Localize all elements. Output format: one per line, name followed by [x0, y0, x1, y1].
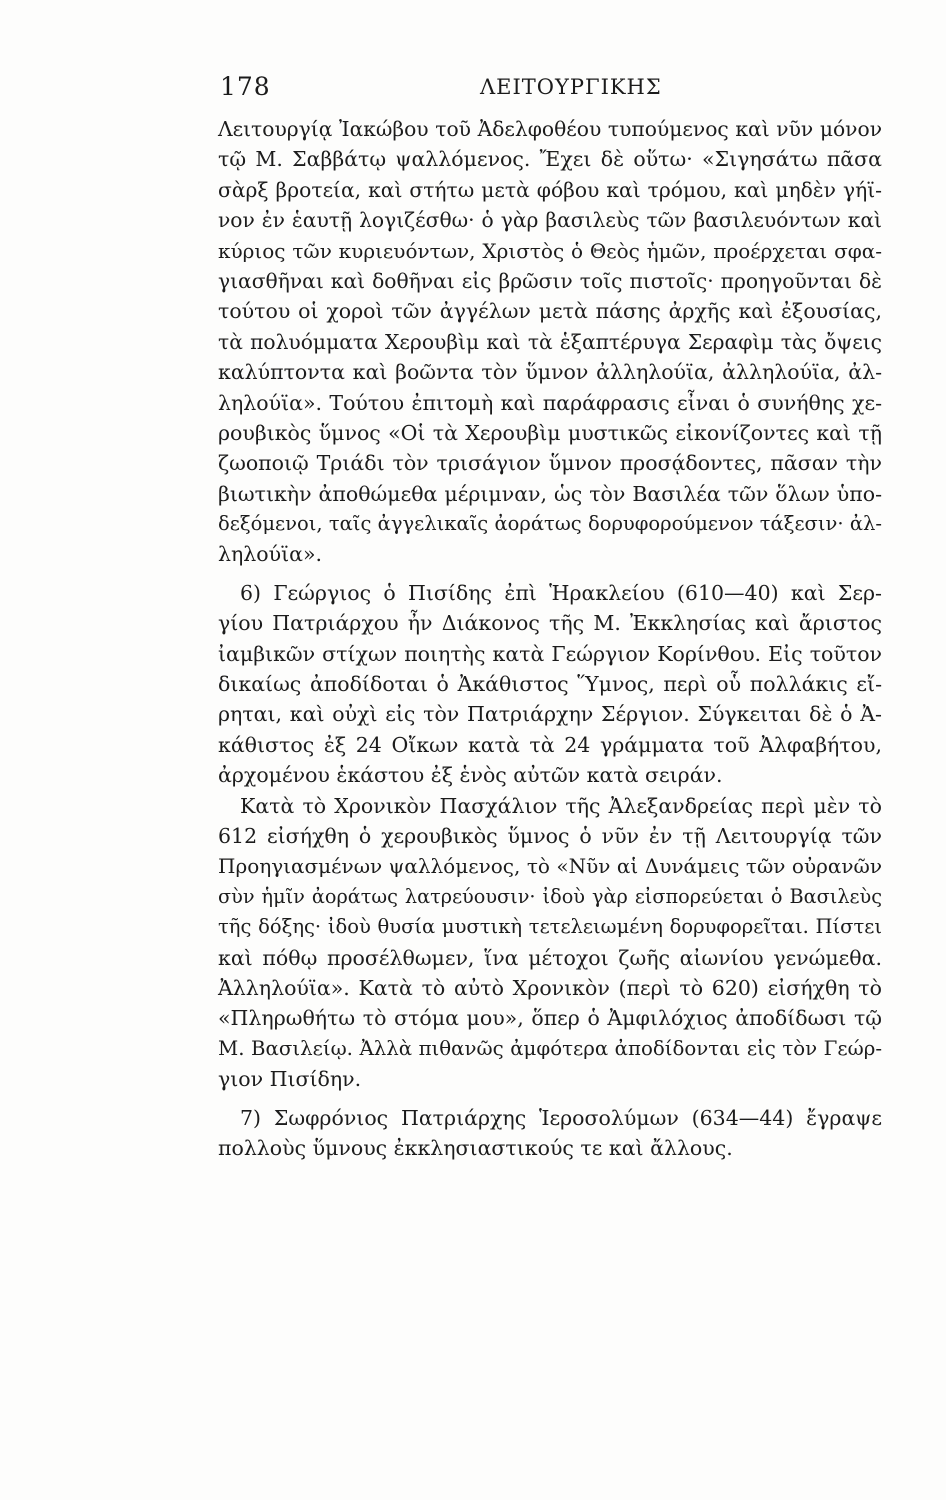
text-line: ρηται, καὶ οὐχὶ εἰς τὸν Πατριάρχην Σέργιον. Σύγκειται δὲ ὁ Ἀ-: [218, 702, 882, 727]
text-line: καλύπτοντα καὶ βοῶντα τὸν ὕμνον ἀλληλούϊα, ἀλληλούϊα, ἀλ-: [218, 360, 882, 385]
text-line: πολλοὺς ὕμνους ἐκκλησιαστικούς τε καὶ ἄλλους.: [218, 1135, 733, 1160]
body-text: [218, 114, 882, 1163]
text-line: δικαίως ἀποδίδοται ὁ Ἀκάθιστος Ὕμνος, περὶ οὗ πολλάκις εἴ-: [218, 672, 882, 697]
text-line: 612 εἰσήχθη ὁ χερουβικὸς ὕμνος ὁ νῦν ἐν τῇ Λειτουργίᾳ τῶν: [218, 823, 882, 848]
text-line: νον ἐν ἑαυτῇ λογιζέσθω· ὁ γὰρ βασιλεὺς τῶν βασιλευόντων καὶ: [218, 208, 882, 233]
paragraph: [218, 578, 882, 791]
text-line: ρουβικὸς ὕμνος «Οἱ τὰ Χερουβὶμ μυστικῶς εἰκονίζοντες καὶ τῇ: [218, 420, 882, 445]
text-line: κύριος τῶν κυριευόντων, Χριστὸς ὁ Θεὸς ἡμῶν, προέρχεται σφα-: [218, 238, 882, 263]
text-line: ζωοποιῷ Τριάδι τὸν τρισάγιον ὕμνον προσᾴδοντες, πᾶσαν τὴν: [218, 451, 882, 476]
text-line: κάθιστος ἐξ 24 Οἴκων κατὰ τὰ 24 γράμματα τοῦ Ἀλφαβήτου,: [218, 732, 882, 757]
text-line: γιασθῆναι καὶ δοθῆναι εἰς βρῶσιν τοῖς πιστοῖς· προηγοῦνται δὲ: [218, 268, 882, 293]
paragraph: [218, 1103, 882, 1164]
paragraph-gap: [218, 570, 882, 578]
text-line: τῷ Μ. Σαββάτῳ ψαλλόμενος. Ἔχει δὲ οὕτω· «Σιγησάτω πᾶσα: [218, 147, 882, 172]
text-line: δεξόμενοι, ταῖς ἀγγελικαῖς ἀοράτως δορυφορούμενον τάξεσιν· ἀλ-: [218, 512, 882, 536]
text-line: γίου Πατριάρχου ἦν Διάκονος τῆς Μ. Ἐκκλησίας καὶ ἄριστος: [218, 611, 882, 636]
text-line: 6) Γεώργιος ὁ Πισίδης ἐπὶ Ἡρακλείου (610—40) καὶ Σερ-: [240, 580, 882, 605]
text-line: ἀρχομένου ἑκάστου ἐξ ἑνὸς αὐτῶν κατὰ σειράν.: [218, 763, 723, 788]
text-line: Ἀλληλούϊα». Κατὰ τὸ αὐτὸ Χρονικὸν (περὶ τὸ 620) εἰσήχθη τὸ: [218, 975, 882, 1000]
text-line: σὰρξ βροτεία, καὶ στήτω μετὰ φόβου καὶ τρόμου, καὶ μηδὲν γήϊ-: [218, 177, 882, 202]
text-line: Προηγιασμένων ψαλλόμενος, τὸ «Νῦν αἱ Δυνάμεις τῶν οὐρανῶν: [218, 854, 882, 879]
text-line: ληλούϊα». Τούτου ἐπιτομὴ καὶ παράφρασις εἶναι ὁ συνήθης χε-: [218, 390, 882, 415]
page-header: [218, 72, 878, 108]
paragraph: [218, 114, 882, 570]
paragraph: [218, 791, 882, 1095]
text-line: τῆς δόξης· ἰδοὺ θυσία μυστικὴ τετελειωμένη δορυφορεῖται. Πίστει: [218, 915, 882, 939]
text-line: γιον Πισίδην.: [218, 1067, 362, 1092]
text-line: ληλούϊα».: [218, 542, 323, 567]
text-line: Κατὰ τὸ Χρονικὸν Πασχάλιον τῆς Ἀλεξανδρείας περὶ μὲν τὸ: [240, 793, 882, 818]
page-number: 178: [220, 72, 271, 101]
text-line: Λειτουργίᾳ Ἰακώβου τοῦ Ἀδελφοθέου τυπούμενος καὶ νῦν μόνον: [218, 117, 882, 141]
text-line: «Πληρωθήτω τὸ στόμα μου», ὅπερ ὁ Ἀμφιλόχιος ἀποδίδωσι τῷ: [218, 1006, 882, 1031]
text-line: καὶ πόθῳ προσέλθωμεν, ἵνα μέτοχοι ζωῆς αἰωνίου γενώμεθα.: [218, 945, 882, 970]
text-line: τούτου οἱ χοροὶ τῶν ἀγγέλων μετὰ πάσης ἀρχῆς καὶ ἐξουσίας,: [218, 299, 882, 324]
text-line: ἰαμβικῶν στίχων ποιητὴς κατὰ Γεώργιον Κορίνθου. Εἰς τοῦτον: [218, 641, 882, 666]
text-line: Μ. Βασιλείῳ. Ἀλλὰ πιθανῶς ἀμφότερα ἀποδίδονται εἰς τὸν Γεώρ-: [218, 1036, 882, 1060]
paragraph-gap: [218, 1095, 882, 1103]
text-line: βιωτικὴν ἀποθώμεθα μέριμναν, ὡς τὸν Βασιλέα τῶν ὅλων ὑπο-: [218, 481, 882, 506]
text-line: τὰ πολυόμματα Χερουβὶμ καὶ τὰ ἑξαπτέρυγα Σεραφὶμ τὰς ὄψεις: [218, 329, 882, 354]
running-head: ΛΕΙΤΟΥΡΓΙΚΗΣ: [480, 75, 662, 99]
text-line: σὺν ἡμῖν ἀοράτως λατρεύουσιν· ἰδοὺ γὰρ εἰσπορεύεται ὁ Βασιλεὺς: [218, 884, 882, 908]
text-line: 7) Σωφρόνιος Πατριάρχης Ἱεροσολύμων (634—44) ἔγραψε: [240, 1105, 882, 1130]
